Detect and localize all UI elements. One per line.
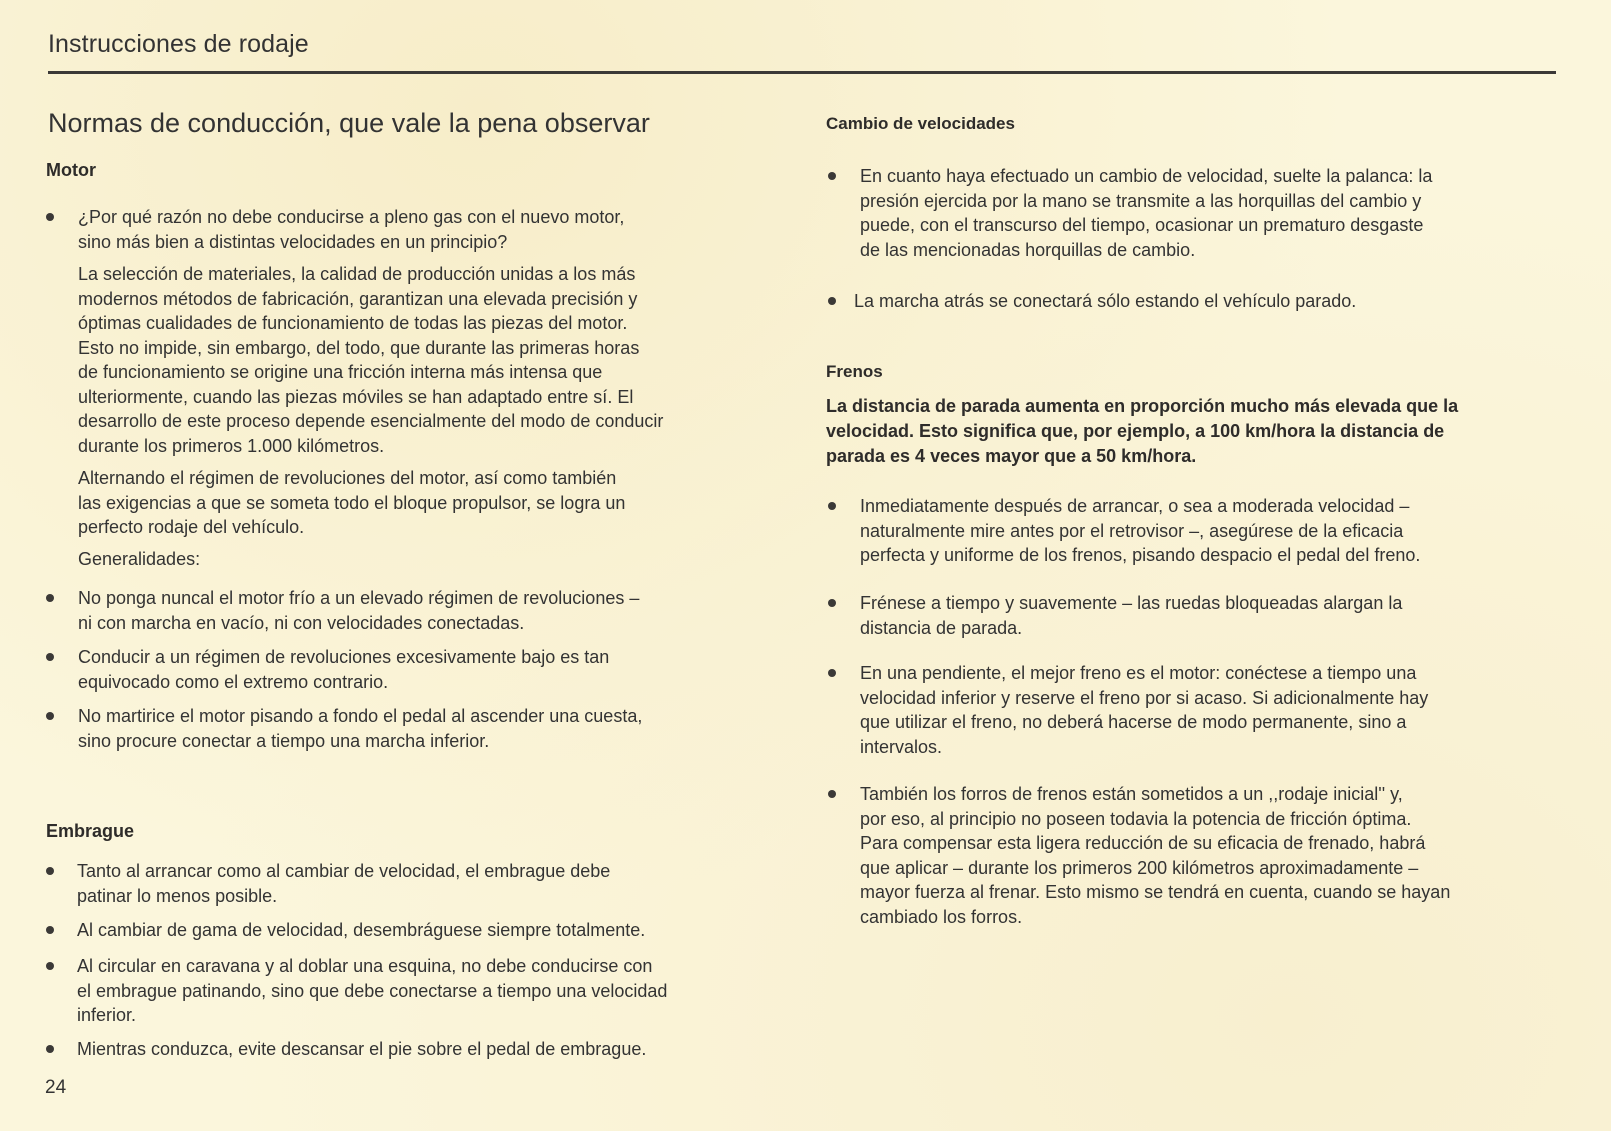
text-line: Para compensar esta ligera reducción de su eficacia de frenado, habrá <box>860 833 1426 853</box>
text-line: que aplicar – durante los primeros 200 kilómetros aproximadamente – <box>860 857 1419 878</box>
text-line: desarrollo de este proceso depende esencialmente del modo de conducir <box>78 411 664 431</box>
text-line: modernos métodos de fabricación, garantizan una elevada precisión y <box>78 288 638 309</box>
embrague-heading: Embrague <box>46 821 135 841</box>
text-line: Al cambiar de gama de velocidad, desembráguese siempre totalmente. <box>77 920 646 940</box>
text-line: sino más bien a distintas velocidades en un principio? <box>78 231 508 252</box>
text-line: ulteriormente, cuando las piezas móviles se han adaptado entre sí. El <box>78 386 634 407</box>
bullet-icon <box>828 502 836 510</box>
text-line: sino procure conectar a tiempo una marcha inferior. <box>78 730 490 751</box>
bullet-icon <box>46 594 54 602</box>
bullet-icon <box>46 653 54 661</box>
frenos-heading: Frenos <box>826 362 883 381</box>
text-line: perfecta y uniforme de los frenos, pisando despacio el pedal del freno. <box>860 545 1421 565</box>
text-line: naturalmente mire antes por el retrovisor –, asegúrese de la eficacia <box>860 520 1404 541</box>
motor-paragraph-1 <box>78 262 663 458</box>
bullet-icon <box>46 926 54 934</box>
text-line: ni con marcha en vacío, ni con velocidades conectadas. <box>78 612 525 633</box>
frenos-lead <box>826 394 1458 469</box>
text-line: puede, con el transcurso del tiempo, ocasionar un prematuro desgaste <box>860 215 1424 235</box>
text-line: Frénese a tiempo y suavemente – las ruedas bloqueadas alargan la <box>860 593 1403 613</box>
text-line: La marcha atrás se conectará sólo estando el vehículo parado. <box>854 291 1357 311</box>
text-line: presión ejercida por la mano se transmite a las horquillas del cambio y <box>860 190 1422 211</box>
bullet-icon <box>828 297 836 305</box>
text-line: No martirice el motor pisando a fondo el pedal al ascender una cuesta, <box>78 706 643 726</box>
text-line: parada es 4 veces mayor que a 50 km/hora. <box>826 446 1197 466</box>
text-line: patinar lo menos posible. <box>77 885 278 906</box>
text-line: Alternando el régimen de revoluciones del motor, así como también <box>78 468 617 488</box>
running-title: Instrucciones de rodaje <box>48 30 309 58</box>
bullet-icon <box>828 669 836 677</box>
text-line: durante los primeros 1.000 kilómetros. <box>78 435 385 456</box>
text-line: velocidad inferior y reserve el freno por si acaso. Si adicionalmente hay <box>860 687 1429 708</box>
page-number: 24 <box>45 1077 67 1098</box>
text-line: En cuanto haya efectuado un cambio de velocidad, suelte la palanca: la <box>860 166 1433 186</box>
text-line: También los forros de frenos están sometidos a un ,,rodaje inicial'' y, <box>860 784 1403 804</box>
text-line: que utilizar el freno, no deberá hacerse de modo permanente, sino a <box>860 712 1407 732</box>
text-line: La selección de materiales, la calidad de producción unidas a los más <box>78 264 636 284</box>
text-line: Mientras conduzca, evite descansar el pie sobre el pedal de embrague. <box>77 1039 647 1059</box>
text-line: Tanto al arrancar como al cambiar de velocidad, el embrague debe <box>77 861 611 881</box>
text-line: por eso, al principio no poseen todavia la potencia de fricción óptima. <box>860 808 1412 829</box>
text-line: de funcionamiento se origine una fricción interna más intensa que <box>78 362 603 382</box>
header-rule <box>48 71 1556 74</box>
bullet-icon <box>46 867 54 875</box>
text-line: distancia de parada. <box>860 617 1023 638</box>
text-line: cambiado los forros. <box>860 906 1023 927</box>
bullet-icon <box>828 790 836 798</box>
text-line: de las mencionadas horquillas de cambio. <box>860 239 1196 260</box>
text-line: En una pendiente, el mejor freno es el motor: conéctese a tiempo una <box>860 663 1417 683</box>
text-line: La distancia de parada aumenta en proporción mucho más elevada que la <box>826 396 1459 416</box>
text-line: óptimas cualidades de funcionamiento de todas las piezas del motor. <box>78 313 628 333</box>
text-line: Conducir a un régimen de revoluciones excesivamente bajo es tan <box>78 647 610 667</box>
bullet-icon <box>46 962 54 970</box>
text-line: Esto no impide, sin embargo, del todo, que durante las primeras horas <box>78 337 640 358</box>
text-line: Inmediatamente después de arrancar, o sea a moderada velocidad – <box>860 496 1410 516</box>
bullet-icon <box>46 213 54 221</box>
text-line: perfecto rodaje del vehículo. <box>78 517 305 537</box>
generalidades-label: Generalidades: <box>78 549 201 569</box>
section-title: Normas de conducción, que vale la pena observar <box>48 108 650 138</box>
text-line: equivocado como el extremo contrario. <box>78 671 389 692</box>
text-line: el embrague patinando, sino que debe conectarse a tiempo una velocidad <box>77 980 668 1001</box>
bullet-icon <box>46 712 54 720</box>
text-line: velocidad. Esto significa que, por ejemplo, a 100 km/hora la distancia de <box>826 421 1445 441</box>
text-line: inferior. <box>77 1005 137 1025</box>
bullet-icon <box>828 172 836 180</box>
motor-paragraph-2 <box>78 466 625 540</box>
cambio-heading: Cambio de velocidades <box>826 114 1015 133</box>
bullet-icon <box>828 599 836 607</box>
text-line: intervalos. <box>860 736 943 757</box>
bullet-icon <box>46 1045 54 1053</box>
text-line: las exigencias a que se someta todo el bloque propulsor, se logra un <box>78 492 626 513</box>
text-line: mayor fuerza al frenar. Esto mismo se tendrá en cuenta, cuando se hayan <box>860 882 1451 902</box>
text-line: Al circular en caravana y al doblar una esquina, no debe conducirse con <box>77 956 653 976</box>
text-line: ¿Por qué razón no debe conducirse a pleno gas con el nuevo motor, <box>78 207 625 227</box>
motor-heading: Motor <box>46 160 96 180</box>
text-line: No ponga nuncal el motor frío a un elevado régimen de revoluciones – <box>78 588 640 608</box>
